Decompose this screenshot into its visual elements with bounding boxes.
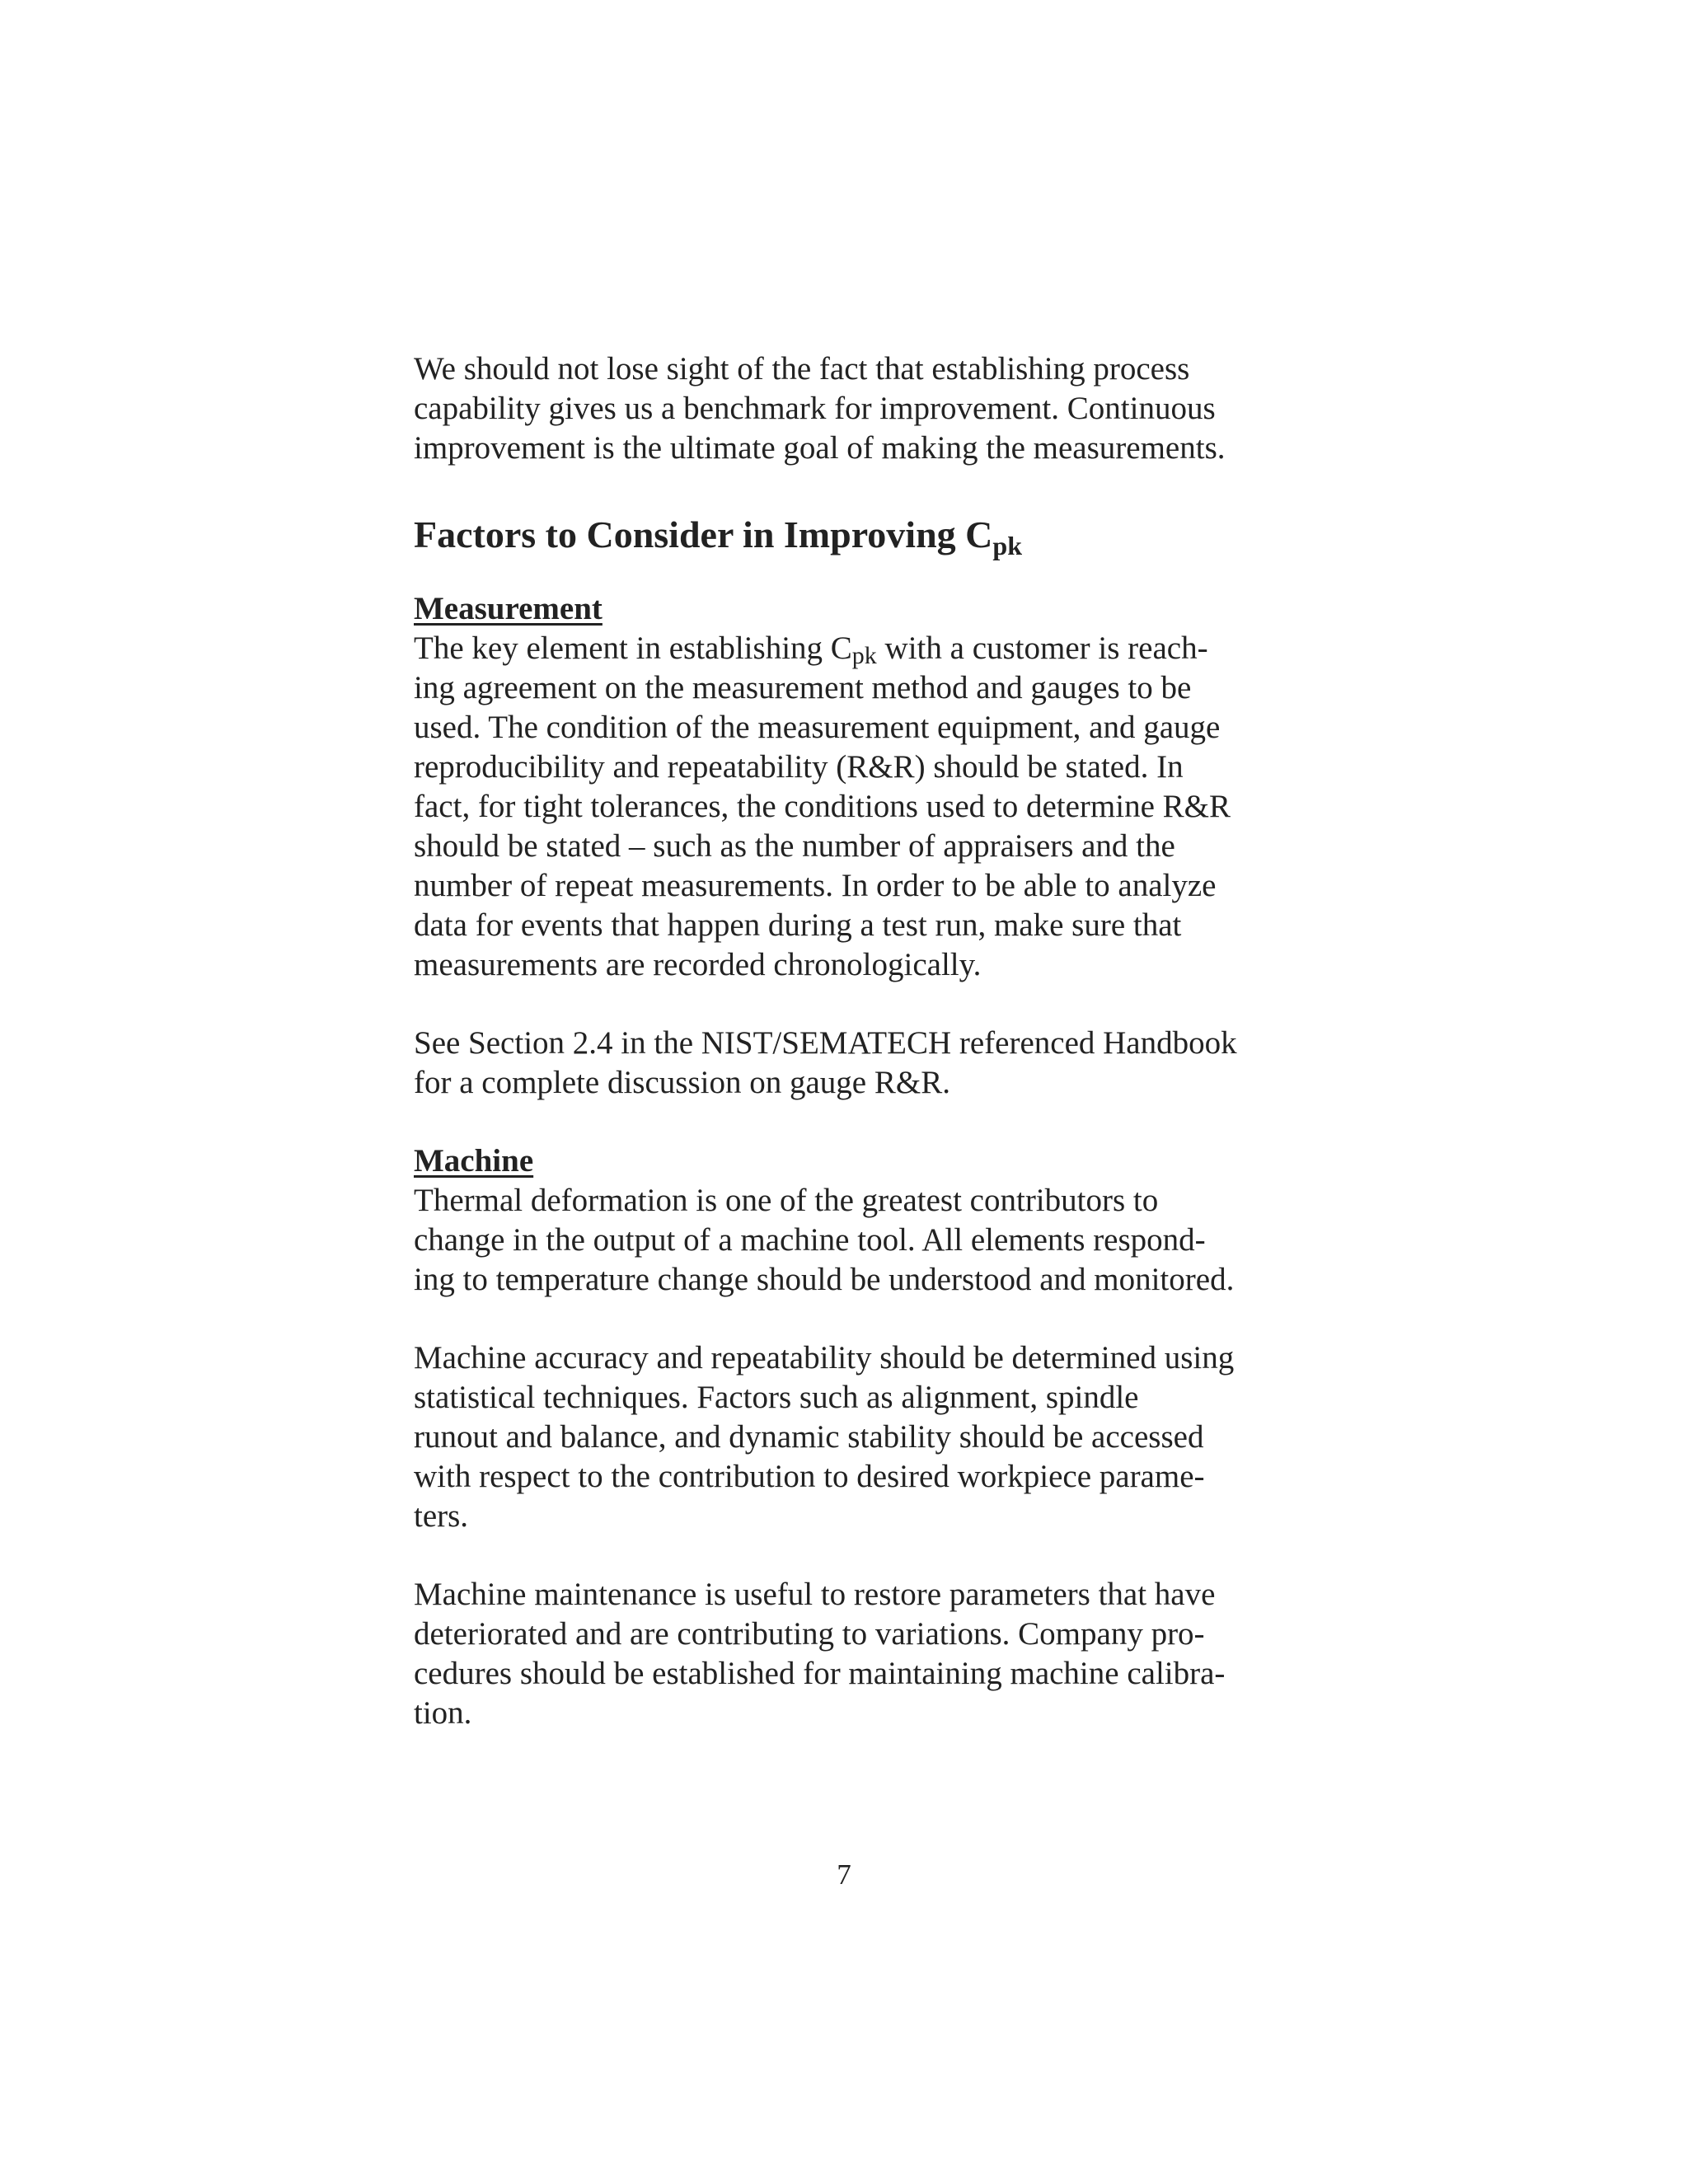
text-line: reproducibility and repeatability (R&R) should be stated. In [414, 749, 1184, 785]
text-line: ters. [414, 1498, 469, 1534]
text-line: improvement is the ultimate goal of making the measurements. [414, 430, 1226, 466]
text-line: deteriorated and are contributing to variations. Company pro- [414, 1616, 1205, 1652]
spacer [414, 468, 1271, 507]
text-line: number of repeat measurements. In order to be able to analyze [414, 868, 1217, 903]
machine-subheading: Machine [414, 1143, 534, 1179]
spacer [414, 1103, 1271, 1141]
machine-accuracy-paragraph [414, 1338, 1271, 1536]
spacer [414, 985, 1271, 1024]
spacer [414, 1300, 1271, 1338]
section-heading-text: Factors to Consider in Improving C [414, 513, 993, 555]
text-line: runout and balance, and dynamic stability should be accessed [414, 1419, 1204, 1455]
intro-paragraph [414, 349, 1271, 468]
text-line: statistical techniques. Factors such as alignment, spindle [414, 1380, 1139, 1415]
text-line [414, 629, 1271, 668]
page-content [414, 349, 1271, 1733]
text-line: See Section 2.4 in the NIST/SEMATECH referenced Handbook [414, 1025, 1237, 1061]
text-fragment: The key element in establishing C [414, 630, 852, 666]
text-line: Thermal deformation is one of the greatest contributors to [414, 1183, 1159, 1218]
text-line: change in the output of a machine tool. All elements respond- [414, 1222, 1206, 1258]
text-line: capability gives us a benchmark for improvement. Continuous [414, 391, 1216, 426]
text-line: fact, for tight tolerances, the conditions used to determine R&R [414, 789, 1231, 824]
measurement-subheading: Measurement [414, 591, 603, 626]
text-line: for a complete discussion on gauge R&R. [414, 1065, 950, 1100]
text-line: data for events that happen during a test run, make sure that [414, 907, 1182, 943]
text-line: Machine maintenance is useful to restore parameters that have [414, 1577, 1216, 1612]
text-line: Machine accuracy and repeatability should be determined using [414, 1340, 1235, 1376]
text-line: We should not lose sight of the fact that establishing process [414, 351, 1190, 387]
text-line: used. The condition of the measurement equipment, and gauge [414, 710, 1221, 745]
machine-maintenance-paragraph [414, 1575, 1271, 1733]
measurement-section [414, 589, 1271, 985]
see-also-paragraph [414, 1024, 1271, 1103]
page-number: 7 [837, 1858, 851, 1891]
text-line: should be stated – such as the number of appraisers and the [414, 828, 1175, 864]
text-line: measurements are recorded chronologically. [414, 947, 982, 982]
section-heading [414, 507, 1271, 561]
machine-section [414, 1141, 1271, 1300]
text-line: tion. [414, 1695, 472, 1731]
spacer [414, 561, 1271, 589]
text-line: with respect to the contribution to desired workpiece parame- [414, 1459, 1205, 1494]
text-line: cedures should be established for maintaining machine calibra- [414, 1656, 1226, 1691]
text-line: ing agreement on the measurement method and gauges to be [414, 670, 1192, 705]
spacer [414, 1536, 1271, 1575]
text-fragment: with a customer is reach- [876, 630, 1208, 666]
cpk-subscript: pk [851, 642, 877, 669]
section-heading-subscript: pk [992, 531, 1022, 560]
text-line: ing to temperature change should be understood and monitored. [414, 1262, 1235, 1297]
